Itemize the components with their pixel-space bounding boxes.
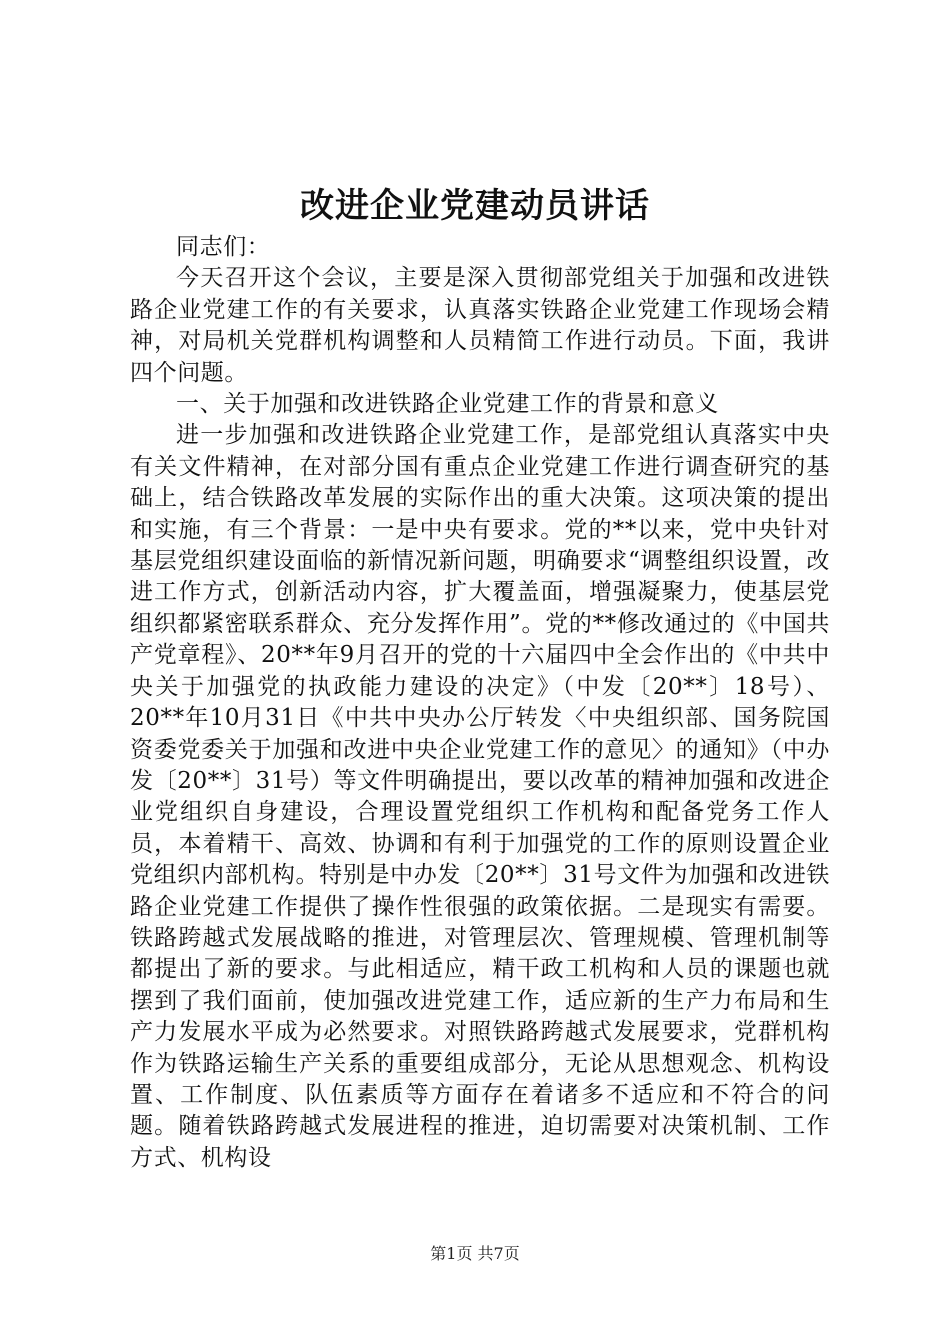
document-title: 改进企业党建动员讲话 xyxy=(300,186,650,226)
salutation-paragraph: 同志们： xyxy=(176,234,271,260)
intro-paragraph: 今天召开这个会议，主要是深入贯彻部党组关于加强和改进铁路企业党建工作的有关要求，认真落实铁路企业党建工作现场会精神，对局机关党群机构调整和人员精简工作进行动员。下面，我讲四个问题。 xyxy=(130,265,830,386)
body-paragraph: 进一步加强和改进铁路企业党建工作，是部党组认真落实中央有关文件精神，在对部分国有重点企业党建工作进行调查研究的基础上，结合铁路改革发展的实际作出的重大决策。这项决策的提出和实施，有三个背景：一是中央有要求。党的**以来，党中央针对基层党组织建设面临的新情况新问题，明确要求“调整组织设置，改进工作方式，创新活动内容，扩大覆盖面，增强凝聚力，使基层党组织都紧密联系群众、充分发挥作用”。党的**修改通过的《中国共产党章程》、20**年9月召开的党的十六届四中全会作出的《中共中央关于加强党的执政能力建设的决定》（中发〔20**〕18号）、20**年10月31日《中共中央办公厅转发〈中央组织部、国务院国资委党委关于加强和改进中央企业党建工作的意见〉的通知》（中办发〔20**〕31号）等文件明确提出，要以改革的精神加强和改进企业党组织自身建设，合理设置党组织工作机构和配备党务工作人员，本着精干、高效、协调和有利于加强党的工作的原则设置企业党组织内部机构。特别是中办发〔20**〕31号文件为加强和改进铁路企业党建工作提供了操作性很强的政策依据。二是现实有需要。铁路跨越式发展战略的推进，对管理层次、管理规模、管理机制等都提出了新的要求。与此相适应，精干政工机构和人员的课题也就摆到了我们面前，使加强改进党建工作，适应新的生产力布局和生产力发展水平成为必然要求。对照铁路跨越式发展要求，党群机构作为铁路运输生产关系的重要组成部分，无论从思想观念、机构设置、工作制度、队伍素质等方面存在着诸多不适应和不符合的问题。随着铁路跨越式发展进程的推进，迫切需要对决策机制、工作方式、机构设 xyxy=(130,422,830,1171)
document-body xyxy=(130,232,830,1174)
section-heading-1: 一、关于加强和改进铁路企业党建工作的背景和意义 xyxy=(176,391,719,418)
page-number-footer: 第1页 共7页 xyxy=(430,1244,520,1263)
